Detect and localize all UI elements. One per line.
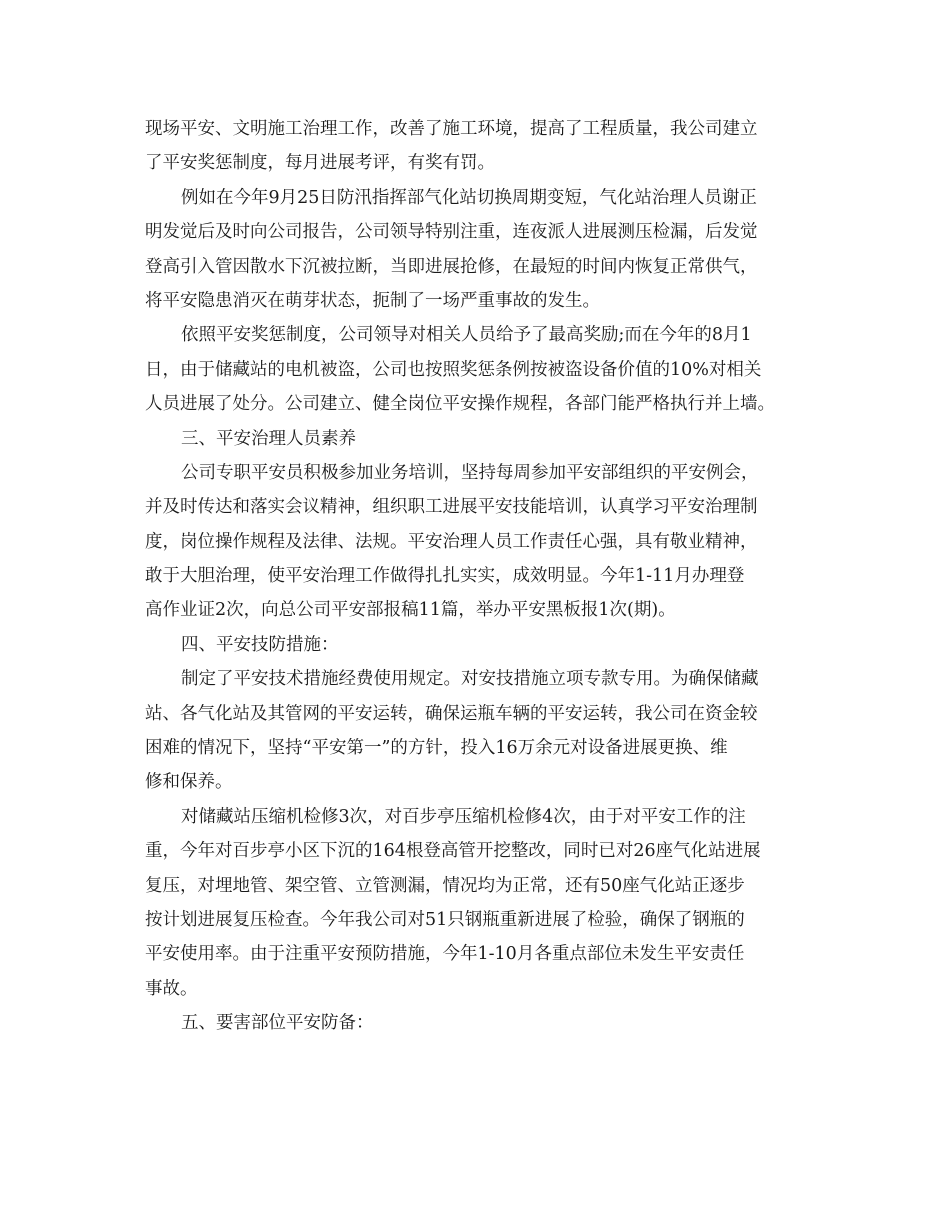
text-line: 公司专职平安员积极参加业务培训，坚持每周参加平安部组织的平安例会， bbox=[181, 462, 759, 483]
text-line: 按计划进展复压检查。今年我公司对51只钢瓶重新进展了检验，确保了钢瓶的 bbox=[145, 909, 745, 930]
text-line: 依照平安奖惩制度，公司领导对相关人员给予了最高奖励;而在今年的8月1 bbox=[181, 325, 752, 346]
text-line: 登高引入管因散水下沉被拉断，当即进展抢修，在最短的时间内恢复正常供气， bbox=[145, 256, 758, 277]
text-line: 将平安隐患消灭在萌芽状态，扼制了一场严重事故的发生。 bbox=[145, 290, 600, 311]
text-line: 复压，对埋地管、架空管、立管测漏，情况均为正常，还有50座气化站正逐步 bbox=[145, 875, 745, 896]
text-line: 人员进展了处分。公司建立、健全岗位平安操作规程，各部门能严格执行并上墙。 bbox=[145, 394, 775, 415]
text-line: 敢于大胆治理，使平安治理工作做得扎扎实实，成效明显。今年1-11月办理登 bbox=[145, 566, 745, 587]
text-line: 对储藏站压缩机检修3次，对百步亭压缩机检修4次，由于对平安工作的注 bbox=[181, 806, 746, 827]
text-line: 重，今年对百步亭小区下沉的164根登高管开挖整改，同时已对26座气化站进展 bbox=[145, 841, 761, 862]
text-line: 困难的情况下，坚持“平安第一”的方针，投入16万余元对设备进展更换、维 bbox=[145, 738, 728, 759]
text-line: 并及时传达和落实会议精神，组织职工进展平安技能培训，认真学习平安治理制 bbox=[145, 497, 758, 518]
text-line: 了平安奖惩制度，每月进展考评，有奖有罚。 bbox=[145, 153, 495, 174]
text-line: 现场平安、文明施工治理工作，改善了施工环境，提高了工程质量，我公司建立 bbox=[145, 119, 758, 139]
text-line: 度，岗位操作规程及法律、法规。平安治理人员工作责任心强，具有敬业精神， bbox=[145, 531, 758, 552]
text-line: 明发觉后及时向公司报告，公司领导特别注重，连夜派人进展测压检漏，后发觉 bbox=[145, 222, 758, 243]
text-line: 站、各气化站及其管网的平安运转，确保运瓶车辆的平安运转，我公司在资金较 bbox=[145, 703, 758, 724]
text-line: 三、平安治理人员素养 bbox=[181, 428, 356, 449]
text-line: 制定了平安技术措施经费使用规定。对安技措施立项专款专用。为确保储藏 bbox=[181, 669, 759, 690]
text-line: 例如在今年9月25日防汛指挥部气化站切换周期变短，气化站治理人员谢正 bbox=[181, 187, 757, 208]
text-line: 高作业证2次，向总公司平安部报稿11篇，举办平安黑板报1次(期)。 bbox=[145, 600, 676, 621]
text-line: 五、要害部位平安防备： bbox=[181, 1013, 374, 1034]
document-body bbox=[145, 112, 810, 1041]
text-line: 事故。 bbox=[145, 978, 198, 999]
text-line: 平安使用率。由于注重平安预防措施，今年1-10月各重点部位未发生平安责任 bbox=[145, 944, 745, 965]
text-line: 日，由于储藏站的电机被盗，公司也按照奖惩条例按被盗设备价值的10%对相关 bbox=[145, 359, 762, 380]
text-line: 四、平安技防措施： bbox=[181, 634, 339, 655]
text-line: 修和保养。 bbox=[145, 772, 233, 793]
